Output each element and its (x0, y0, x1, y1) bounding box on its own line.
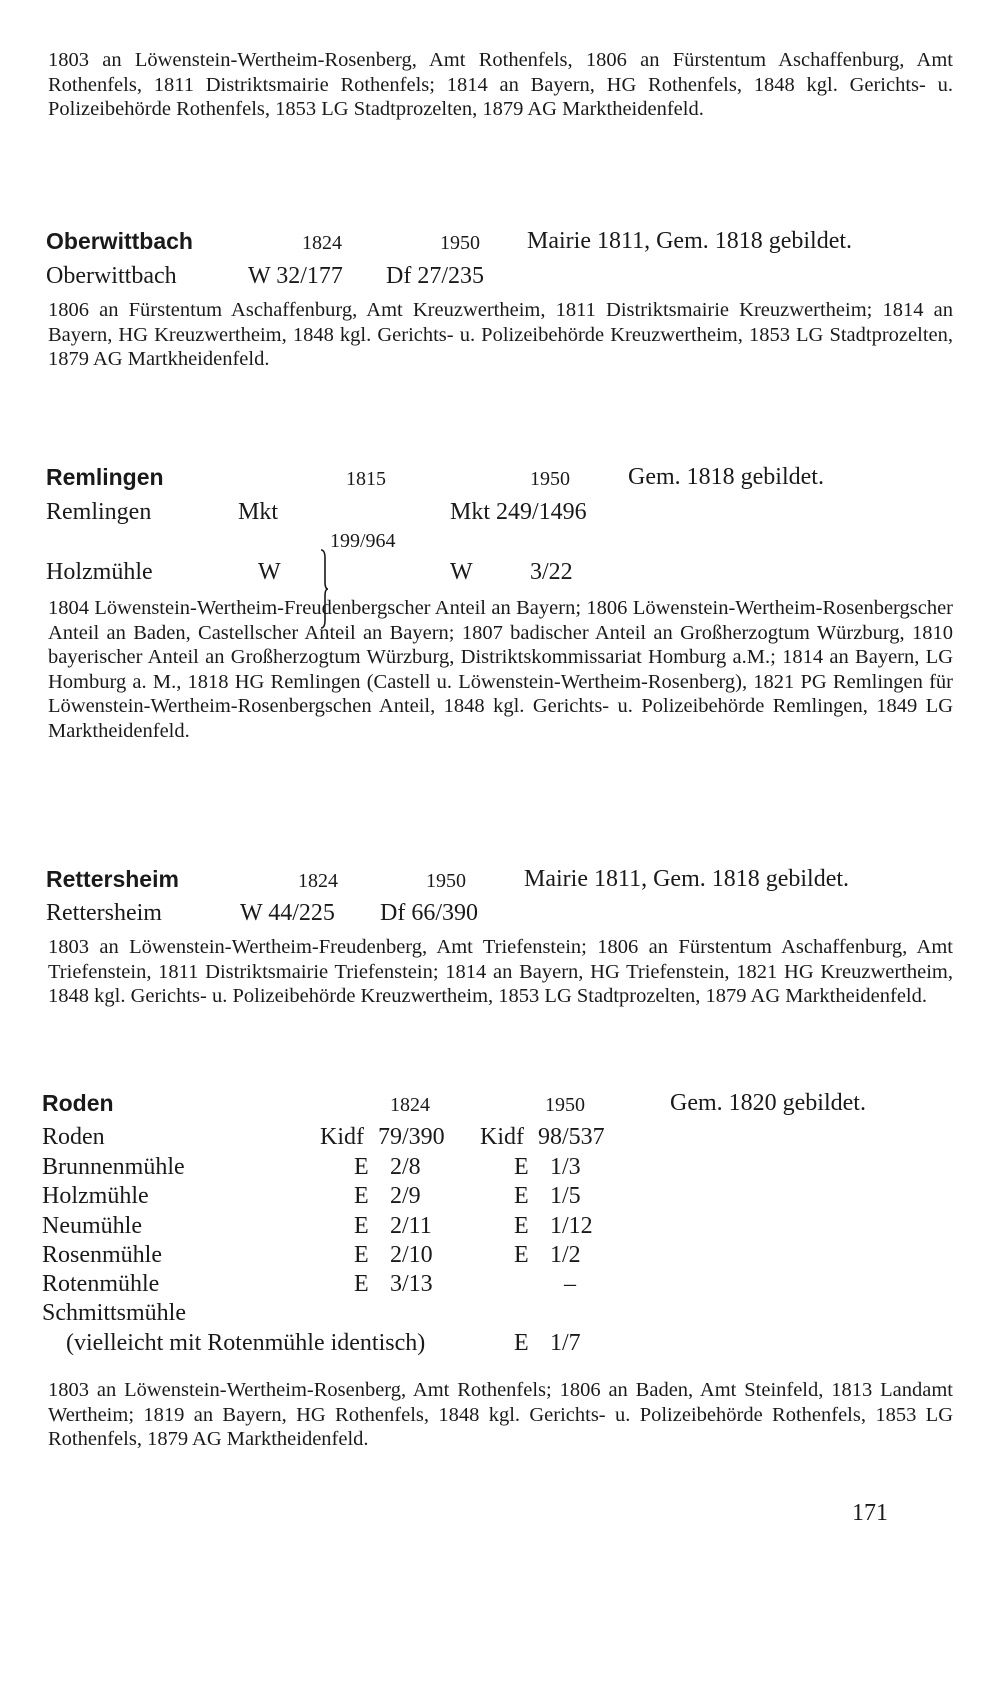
year-1824: 1824 (302, 232, 342, 254)
value-1950: 1/7 (550, 1330, 581, 1356)
value-1950: 3/22 (530, 559, 573, 585)
entry-title: Roden (42, 1090, 114, 1116)
value-1824: 2/10 (390, 1242, 433, 1268)
settlement-type: Mkt (238, 499, 279, 525)
joint-value-1815: 199/964 (330, 530, 396, 552)
type-1824: E (354, 1242, 369, 1268)
year-1950: 1950 (530, 468, 570, 490)
settlement-type: W (258, 559, 281, 585)
place-name: Rosenmühle (42, 1242, 162, 1268)
type-1824: Kidf (320, 1124, 364, 1150)
place-name: Rotenmühle (42, 1271, 160, 1297)
history-paragraph: 1803 an Löwenstein-Wertheim-Rosenberg, Amt Rothenfels; 1806 an Baden, Amt Steinfeld, 1813 Landamt Wertheim; 1819 an Bayern, HG Rothenfels, 1848 kgl. Gerichts- u. Polizeibehörde Rothenfels, 1853 LG Rothenfels, 1879 AG Marktheidenfeld. (48, 1379, 953, 1450)
value-1824: 3/13 (390, 1271, 433, 1297)
place-name: Schmittsmühle (42, 1300, 186, 1326)
year-1824: 1824 (298, 870, 338, 892)
value-1824: 2/9 (390, 1183, 421, 1209)
value-1824: W 32/177 (248, 263, 343, 289)
type-1824: E (354, 1271, 369, 1297)
value-1950-type: W (450, 559, 473, 585)
type-1950: E (514, 1183, 529, 1209)
value-1950: 1/3 (550, 1154, 581, 1180)
place-name: Holzmühle (46, 559, 153, 585)
formation-note: Mairie 1811, Gem. 1818 gebildet. (527, 228, 853, 254)
history-paragraph: 1804 Löwenstein-Wertheim-Freudenbergscher Anteil an Bayern; 1806 Löwenstein-Wertheim-Rosenbergscher Anteil an Baden, Castellscher Anteil an Bayern; 1807 badischer Anteil an Großherzogtum Würzburg, 1810 bayerischer Anteil an Großherzogtum Würzburg, Distriktskommissariat Homburg a.M.; 1814 an Bayern, LG Homburg a. M., 1818 HG Remlingen (Castell u. Löwenstein-Wertheim-Rosenberg), 1821 PG Remlingen für Löwenstein-Wertheim-Rosenbergschen Anteil, 1848 kgl. Gerichts- u. Polizeibehörde Remlingen, 1849 LG Marktheidenfeld. (48, 597, 953, 742)
place-name: Oberwittbach (46, 263, 177, 289)
value-1824: 2/8 (390, 1154, 421, 1180)
value-1950: – (564, 1271, 576, 1297)
value-1950: 1/5 (550, 1183, 581, 1209)
formation-note: Gem. 1818 gebildet. (628, 464, 824, 490)
page-number: 171 (852, 1500, 888, 1526)
type-1824: E (354, 1183, 369, 1209)
type-1824: E (354, 1213, 369, 1239)
type-1950: E (514, 1213, 529, 1239)
formation-note: Gem. 1820 gebildet. (670, 1090, 866, 1116)
intro-paragraph: 1803 an Löwenstein-Wertheim-Rosenberg, Amt Rothenfels, 1806 an Fürstentum Aschaffenburg, Amt Rothenfels, 1811 Distriktsmairie Rothenfels; 1814 an Bayern, HG Rothenfels, 1848 kgl. Gerichts- u. Polizeibehörde Rothenfels, 1853 LG Stadtprozelten, 1879 AG Marktheidenfeld. (48, 49, 953, 120)
history-paragraph: 1806 an Fürstentum Aschaffenburg, Amt Kreuzwertheim, 1811 Distriktsmairie Kreuzwertheim; 1814 an Bayern, HG Kreuzwertheim, 1848 kgl. Gerichts- u. Polizeibehörde Kreuzwertheim, 1853 LG Stadtprozelten, 1879 AG Martkheidenfeld. (48, 299, 953, 370)
identity-note: (vielleicht mit Rotenmühle identisch) (66, 1330, 426, 1356)
place-name: Rettersheim (46, 900, 162, 926)
place-name: Roden (42, 1124, 105, 1150)
type-1950: E (514, 1154, 529, 1180)
entry-title: Remlingen (46, 464, 164, 490)
entry-title: Rettersheim (46, 866, 179, 892)
place-name: Remlingen (46, 499, 152, 525)
year-1824: 1824 (390, 1094, 430, 1116)
place-name: Holzmühle (42, 1183, 149, 1209)
value-1950: Df 66/390 (380, 900, 478, 926)
year-1950: 1950 (440, 232, 480, 254)
place-name: Neumühle (42, 1213, 142, 1239)
year-1950: 1950 (426, 870, 466, 892)
value-1950: Df 27/235 (386, 263, 484, 289)
value-1824: 2/11 (390, 1213, 432, 1239)
type-1950: E (514, 1242, 529, 1268)
year-1815: 1815 (346, 468, 386, 490)
entry-title: Oberwittbach (46, 228, 193, 254)
type-1824: E (354, 1154, 369, 1180)
place-name: Brunnenmühle (42, 1154, 185, 1180)
history-paragraph: 1803 an Löwenstein-Wertheim-Freudenberg, Amt Triefenstein; 1806 an Fürstentum Aschaffenburg, Amt Triefenstein, 1811 Distriktsmairie Triefenstein; 1814 an Bayern, HG Triefenstein, 1821 HG Kreuzwertheim, 1848 kgl. Gerichts- u. Polizeibehörde Kreuzwertheim, 1853 LG Stadtprozelten, 1879 AG Marktheidenfeld. (48, 936, 953, 1007)
value-1950: Mkt 249/1496 (450, 499, 587, 525)
value-1824: 79/390 (378, 1124, 445, 1150)
year-1950: 1950 (545, 1094, 585, 1116)
value-1950: 1/12 (550, 1213, 593, 1239)
value-1950: 1/2 (550, 1242, 581, 1268)
value-1824: W 44/225 (240, 900, 335, 926)
value-1950: 98/537 (538, 1124, 605, 1150)
type-1950: E (514, 1330, 529, 1356)
formation-note: Mairie 1811, Gem. 1818 gebildet. (524, 866, 850, 892)
type-1950: Kidf (480, 1124, 524, 1150)
